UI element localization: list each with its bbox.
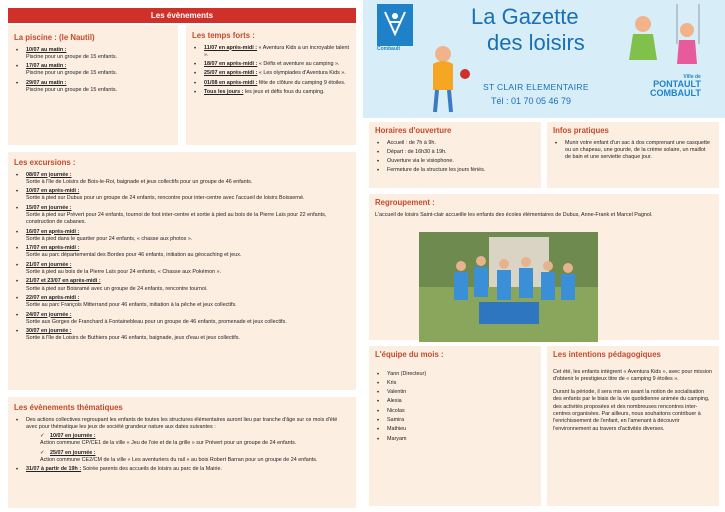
excursions-text: Sortie au parc François Mitterrand pour 46 enfants, initiation à la pêche et jeux collectifs. <box>26 302 237 309</box>
excursions-item <box>14 188 350 203</box>
gazette-title-line1: La Gazette <box>471 4 579 29</box>
intentions-p1: Cet été, les enfants intègrent « Aventura Kids », avec pour mission d'obtenir le prestigieux titre de « camping 9 étoiles ». <box>553 368 713 382</box>
excursions-box <box>8 152 356 390</box>
gazette-header <box>363 0 725 118</box>
piscine-text: Piscine pour un groupe de 15 enfants. <box>26 70 118 77</box>
horaires-item: • Ouverture via le visiophone. <box>375 158 535 165</box>
forts-text: les jeux et défis fous du camping. <box>243 89 325 95</box>
gazette-title-line2: des loisirs <box>487 30 585 55</box>
check-icon: ✓ <box>40 449 45 456</box>
forts-text: fête de clôture du camping 9 étoiles. <box>257 79 346 86</box>
pc-line2: COMBAULT <box>650 88 701 98</box>
horaires-title: Horaires d'ouverture <box>375 126 452 135</box>
horaires-item: • Accueil : de 7h à 9h. <box>375 140 535 147</box>
thematic-title: Les évènements thématiques <box>14 403 123 412</box>
excursions-item <box>14 328 350 343</box>
forts-item <box>192 61 350 68</box>
team-photo <box>419 232 598 342</box>
piscine-title: La piscine : (le Nautil) <box>14 33 95 42</box>
horaires-list <box>375 140 535 175</box>
forts-date: 01/08 en après-midi : <box>204 79 258 86</box>
piscine-list <box>14 47 172 95</box>
pc-line1: PONTAULT <box>653 79 701 89</box>
excursions-text: Sortie à pied au bois de la Pierre Laïs pour 24 enfants, « Chasse aux Pokémon ». <box>26 269 222 276</box>
piscine-item <box>14 47 172 62</box>
thematic-last <box>14 466 350 473</box>
thematic-sub-date: 10/07 en journée : <box>50 433 96 440</box>
piscine-date: • 29/07 au matin : <box>26 79 67 86</box>
thematic-last-text: Soirée parents des accueils de loisirs au parc de la Mairie. <box>81 466 222 473</box>
piscine-item <box>14 80 172 95</box>
equipe-item: • Mathieu <box>375 426 535 433</box>
forts-list <box>192 45 350 97</box>
equipe-item: • Maryam <box>375 436 535 443</box>
piscine-item <box>14 63 172 78</box>
forts-title: Les temps forts : <box>192 31 255 40</box>
forts-item <box>192 45 350 60</box>
school-phone: Tél : 01 70 05 46 79 <box>491 96 572 106</box>
thematic-sub-list <box>14 433 350 464</box>
thematic-last-date: 31/07 à partir de 19h : <box>26 466 82 473</box>
excursions-date: • 15/07 en journée : <box>26 204 72 211</box>
piscine-text: Piscine pour un groupe de 15 enfants. <box>26 53 118 60</box>
excursions-list <box>14 172 350 343</box>
excursions-date: • 24/07 en journée : <box>26 311 72 318</box>
excursions-item <box>14 229 350 244</box>
intentions-p2: Durant la période, il sera mis en avant la notion de socialisation des enfants par le biais de la vie quotidienne animée du camping, des activités proposées et des nombreuses rencontres inter-centres organisées. Par ailleurs, nous souhaitons contribuer à l'enrichissement de l'enfant, en l'amenant à découvrir l'environnement au travers d'activités diverses. <box>553 389 710 432</box>
piscine-box <box>8 25 178 145</box>
excursions-date: • 30/07 en journée : <box>26 328 72 335</box>
thematic-sub-item <box>14 433 350 448</box>
thematic-sub-item <box>14 450 350 465</box>
excursions-date: • 16/07 en après-midi : <box>26 228 80 235</box>
forts-text: « Aventura Kids a un incroyable talent ». <box>204 44 349 58</box>
city-logo-icon <box>377 4 413 46</box>
equipe-list <box>375 371 535 443</box>
excursions-date: • 21/07 en journée : <box>26 261 72 268</box>
excursions-date: • 08/07 en journée : <box>26 171 72 178</box>
forts-item <box>192 80 350 87</box>
excursions-item <box>14 172 350 187</box>
horaires-item: • Fermeture de la structure les jours fériés. <box>375 167 535 174</box>
equipe-item: • Alexia <box>375 398 535 405</box>
excursions-item <box>14 245 350 260</box>
equipe-title: L'équipe du mois : <box>375 350 444 359</box>
excursions-text: Sortie au parc départemental des Bordes pour 46 enfants, initiation au géocaching et jeux. <box>26 252 242 259</box>
regroupement-title: Regroupement : <box>375 198 435 207</box>
infos-title: Infos pratiques <box>553 126 609 135</box>
excursions-item <box>14 205 350 227</box>
excursions-text: Sortie à pied sur Dubus pour un groupe de 24 enfants, rencontre pour inter-centre avec l'accueil de loisirs Boisserné. <box>26 195 305 202</box>
excursions-item <box>14 278 350 293</box>
horaires-box <box>369 122 541 188</box>
piscine-date: • 10/07 au matin : <box>26 46 67 53</box>
school-name: ST CLAIR ELEMENTAIRE <box>483 82 589 92</box>
intentions-box <box>547 346 719 506</box>
excursions-date: • 21/07 et 23/07 en après-midi : <box>26 278 101 285</box>
excursions-item <box>14 295 350 310</box>
excursions-date: • 17/07 en après-midi : <box>26 245 80 252</box>
excursions-text: Sortie à pied sur Prévert pour 24 enfants, tournoi de foot inter-centre et sortie à pied au bois de la Pierre Laïs pour 22 enfants, construction de cabanes. <box>26 212 327 226</box>
forts-text: « Les olympiades d'Aventura Kids ». <box>257 70 346 77</box>
excursions-text: Sortie à l'île de Loisirs de Buthiers pour 46 enfants, baignade, jeux d'eau et jeux collectifs. <box>26 335 240 342</box>
infos-box <box>547 122 719 188</box>
equipe-item: • Nicolas <box>375 408 535 415</box>
events-bar: Les évènements <box>8 8 356 23</box>
excursions-text: Sortie à pied dans le quartier pour 24 enfants, « chasse aux photos ». <box>26 235 193 242</box>
infos-list <box>553 140 713 162</box>
left-column <box>8 8 356 508</box>
thematic-box <box>8 397 356 508</box>
intentions-title: Les intentions pédagogiques <box>553 350 661 359</box>
thematic-sub-text: Action commune CP/CE1 de la ville « Jeu de l'oie et de la grille » sur Prévert pour un groupe de 24 enfants. <box>40 440 297 447</box>
right-column <box>363 0 725 512</box>
check-icon: ✓ <box>40 433 45 440</box>
equipe-box <box>369 346 541 506</box>
piscine-text: Piscine pour un groupe de 15 enfants. <box>26 87 118 93</box>
infos-item: • Munir votre enfant d'un sac à dos comprenant une casquette ou un chapeau, une gourde, de la crème solaire, un maillot de bain et une serviette chaque jour. <box>553 140 713 162</box>
thematic-intro: • Des actions collectives regroupant les enfants de toutes les structures élémentaires auront lieu par tranche d'âge sur ce mois d'été avec pour thématique les jeux de société grandeur nature aux dates suivantes : <box>14 417 350 432</box>
forts-date: 11/07 en après-midi : <box>204 44 258 51</box>
excursions-title: Les excursions : <box>14 158 76 167</box>
excursions-item <box>14 312 350 327</box>
piscine-date: • 17/07 au matin : <box>26 63 67 70</box>
pontault-combault-logo <box>650 74 701 98</box>
forts-date: Tous les jours : <box>204 89 244 95</box>
forts-box <box>186 25 356 145</box>
children-illustration-left-icon <box>423 40 473 118</box>
equipe-item: • Samira <box>375 417 535 424</box>
forts-item <box>192 70 350 77</box>
equipe-item: • Valentin <box>375 389 535 396</box>
forts-item <box>192 89 350 96</box>
excursions-item <box>14 262 350 277</box>
pc-small: Ville de <box>683 74 701 80</box>
excursions-date: • 22/07 en après-midi : <box>26 294 80 301</box>
excursions-date: • 10/07 en après-midi : <box>26 188 80 195</box>
excursions-text: Sortie à l'île de Loisirs de Bois-le-Roi, baignade et jeux collectifs pour un groupe de 46 enfants. <box>26 178 253 185</box>
thematic-sub-text: Action commune CE2/CM de la ville « Les aventuriers du rail » au bois Robert Barran pour un groupe de 24 enfants. <box>40 457 318 463</box>
excursions-text: Sortie aux Gorges de Franchard à Fontainebleau pour un groupe de 46 enfants, promenade et jeux collectifs. <box>26 318 287 325</box>
forts-date: 25/07 en après-midi : <box>204 70 258 77</box>
children-illustration-right-icon <box>613 4 713 74</box>
equipe-item: • Yann (Directeur) <box>375 371 535 378</box>
thematic-sub-date: 25/07 en journée : <box>50 449 96 456</box>
excursions-text: Sortie à pied sur Boisramé avec un groupe de 24 enfants, rencontre tournoi. <box>26 285 208 292</box>
horaires-item: • Départ : de 16h30 à 19h. <box>375 149 535 156</box>
forts-date: 18/07 en après-midi : <box>204 61 258 68</box>
logo-text: Combault <box>377 46 401 52</box>
equipe-item: • Kris <box>375 380 535 387</box>
regroupement-text: L'accueil de loisirs Saint-clair accueille les enfants des écoles élémentaires de Dubus, Anne-Frank et Marcel Pagnol. <box>375 211 653 218</box>
forts-text: « Défis et aventure au camping ». <box>257 61 340 68</box>
